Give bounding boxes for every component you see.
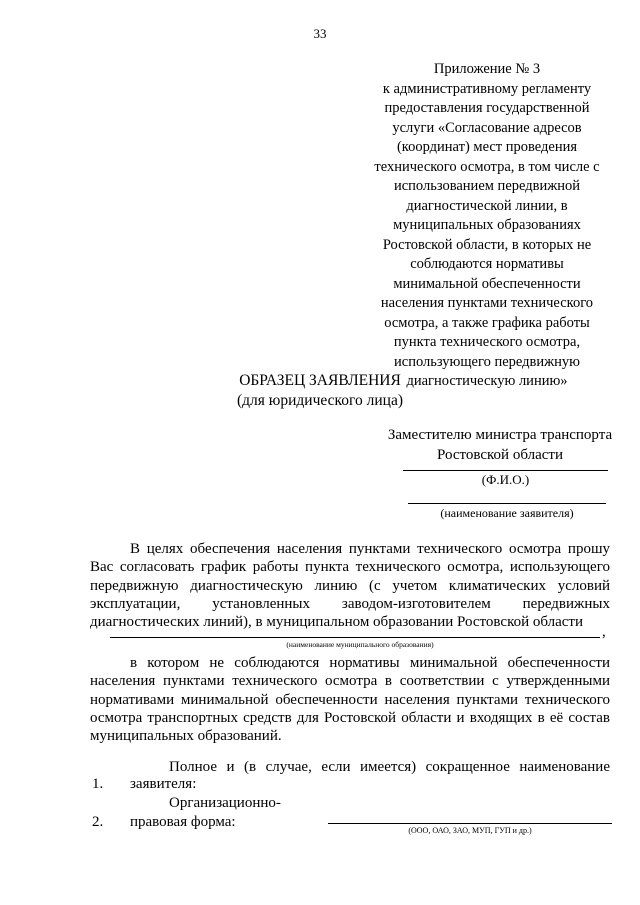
form-subtitle: (для юридического лица) (237, 392, 403, 409)
municipality-caption: (наименование муниципального образования) (286, 640, 434, 649)
appendix-line: использованием передвижной (393, 178, 581, 194)
applicant-name-input-line[interactable] (408, 503, 606, 504)
legal-form-input-line[interactable] (328, 823, 612, 824)
appendix-line: Приложение № 3 (433, 61, 541, 77)
paragraph-line: в котором не соблюдаются нормативы минимальной обеспеченности (130, 655, 610, 671)
appendix-line: (координат) мест проведения (396, 139, 578, 155)
addressee-block (340, 425, 640, 465)
comma: , (602, 624, 606, 640)
appendix-line: соблюдаются нормативы (410, 256, 564, 272)
legal-form-caption: (ООО, ОАО, ЗАО, МУП, ГУП и др.) (408, 826, 532, 835)
item2-label-line2: правовая форма: (130, 814, 236, 830)
form-title-block (150, 371, 490, 411)
item1-text: Полное и (в случае, если имеется) сокращенное наименование (169, 759, 610, 775)
paragraph-line: эксплуатации, установленных заводом-изготовителем передвижных (90, 595, 610, 612)
appendix-line: технического осмотра, в том числе с (374, 158, 600, 175)
item2-label-line1: Организационно- (169, 795, 281, 811)
addressee-position: Заместителю министра транспорта (387, 427, 613, 443)
item1-number: 1. (92, 776, 104, 792)
appendix-line: пункта технического осмотра, (393, 334, 581, 350)
item1-line1 (169, 758, 610, 776)
item1-label: заявителя: (130, 776, 197, 792)
appendix-line: муниципальных образованиях (393, 217, 581, 233)
paragraph-line: В целях обеспечения населения пунктами технического осмотра прошу (130, 541, 610, 557)
page-number: 33 (313, 26, 327, 41)
municipality-input-line[interactable] (110, 637, 600, 638)
paragraph-line: населения пунктами технического осмотра в соответствии с утвержденными (90, 673, 610, 690)
appendix-line: диагностическую линию» (406, 373, 568, 389)
appendix-line: предоставления государственной (384, 100, 590, 116)
fio-label: (Ф.И.О.) (481, 472, 530, 487)
paragraph-line: осмотра транспортных средств для Ростовской области и входящих в её состав (90, 709, 610, 726)
appendix-line: осмотра, а также графика работы (384, 314, 590, 331)
appendix-line: Ростовской области, в которых не (382, 236, 592, 253)
appendix-line: использующего передвижную (394, 353, 580, 370)
item2-number: 2. (92, 814, 104, 830)
appendix-line: населения пунктами технического (380, 295, 594, 311)
form-title: ОБРАЗЕЦ ЗАЯВЛЕНИЯ (239, 372, 401, 389)
paragraph-line: нормативами минимальной обеспеченности населения пунктами технического (90, 691, 610, 708)
appendix-line: к административному регламенту (382, 80, 592, 97)
appendix-line: минимальной обеспеченности (393, 275, 581, 292)
paragraph-line: муниципальных образований. (90, 728, 282, 745)
appendix-line: диагностической линии, в (406, 197, 568, 214)
appendix-line: услуги «Согласование адресов (392, 119, 582, 136)
addressee-region: Ростовской области (437, 447, 563, 463)
paragraph-norms (90, 654, 610, 745)
paragraph-request (90, 540, 610, 631)
paragraph-line: Вас согласовать график работы пункта технического осмотра, использующего (90, 559, 610, 576)
applicant-name-label: (наименование заявителя) (440, 506, 574, 520)
paragraph-line: передвижную диагностическую линию (с учетом климатических условий (90, 577, 610, 594)
appendix-header (350, 60, 624, 392)
fio-input-line[interactable] (403, 470, 608, 471)
paragraph-line: диагностических линий), в муниципальном образовании Ростовской области (90, 614, 584, 631)
